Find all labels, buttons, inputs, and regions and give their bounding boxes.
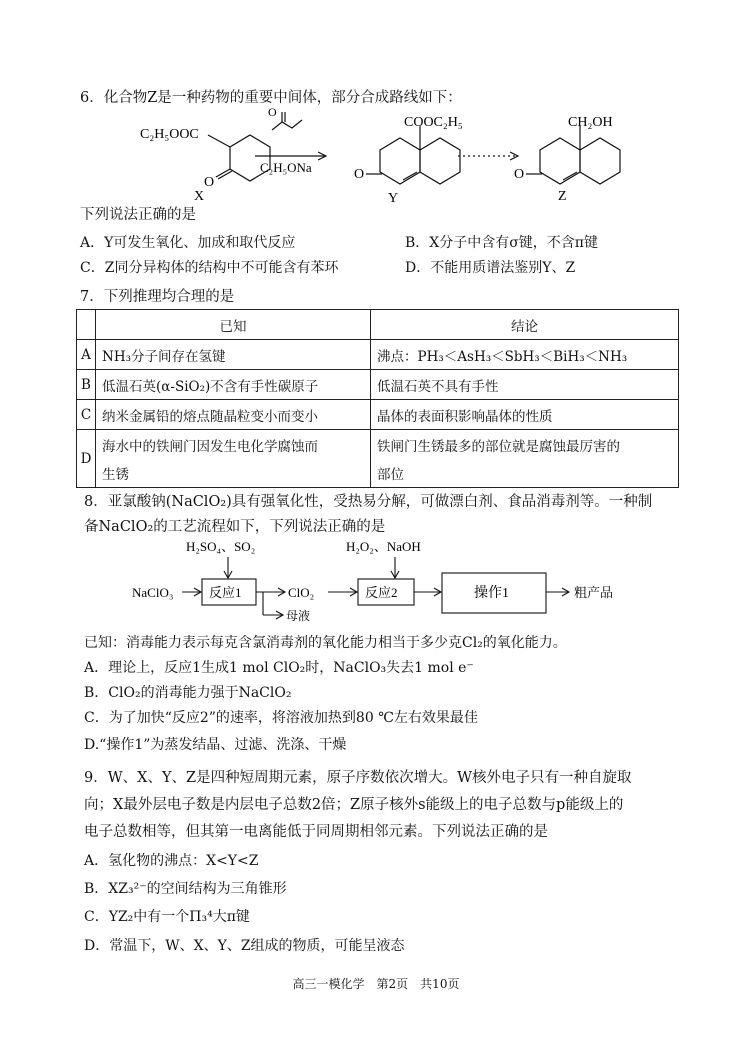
q8-option-b: B．ClO₂的消毒能力强于NaClO₂ (84, 685, 292, 701)
y-ester-group: COOC₂H₅ (404, 115, 463, 130)
q9-stem-line3: 电子总数相等，但其第一电离能低于同周期相邻元素。下列说法正确的是 (84, 824, 548, 840)
reagent-base: C₂H₅ONa (260, 160, 312, 175)
header-conclusion: 结论 (371, 310, 679, 340)
label-x: X (194, 189, 205, 204)
x-ester-group: C₂H₅OOC (140, 127, 199, 142)
flow-start: NaClO₃ (132, 585, 174, 600)
q8-option-a: A．理论上，反应1生成1 mol ClO₂时，NaClO₃失去1 mol e⁻ (84, 660, 474, 676)
cell-known: NH₃分子间存在氢键 (96, 340, 371, 370)
table-row (77, 340, 679, 370)
flow-mid: ClO₂ (288, 585, 315, 600)
q9-stem-line2: 向；X最外层电子数是内层电子总数2倍；Z原子核外s能级上的电子总数与p能级上的 (84, 797, 624, 813)
q6-synthesis-route (120, 108, 640, 208)
cell-known-line2: 生锈 (102, 466, 129, 483)
x-ketone-o: O (204, 175, 215, 190)
mvk-o: O (268, 108, 277, 119)
label-z: Z (558, 189, 567, 204)
q6-option-d: D．不能用质谱法鉴别Y、Z (405, 260, 576, 276)
q8-stem-line1: 8．亚氯酸钠(NaClO₂)具有强氧化性，受热易分解，可做漂白剂、食品消毒剂等。一种制 (84, 494, 653, 510)
q6-option-c: C．Z同分异构体的结构中不可能含有苯环 (80, 260, 339, 276)
header-known: 已知 (96, 310, 371, 340)
z-hydroxymethyl: CH₂OH (568, 115, 613, 130)
cell-conclusion: 低温石英不具有手性 (371, 370, 679, 400)
compound-y-structure (366, 126, 460, 184)
row-label: A (77, 340, 96, 370)
cell-conclusion: 晶体的表面积影响晶体的性质 (371, 400, 679, 430)
flow-box-1-label: 反应1 (209, 585, 242, 600)
q8-option-c: C．为了加快“反应2”的速率，将溶液加热到80 ℃左右效果最佳 (84, 710, 478, 726)
flow-byproduct: 母液 (286, 609, 311, 623)
cell-conclusion-line1: 铁闸门生锈最多的部位就是腐蚀最厉害的 (377, 438, 620, 455)
cell-known: 低温石英(α-SiO₂)不含有手性碳原子 (96, 370, 371, 400)
y-ketone-o: O (354, 167, 365, 182)
cell-known-line1: 海水中的铁闸门因发生电化学腐蚀而 (102, 438, 318, 455)
flow-end: 粗产品 (574, 585, 614, 600)
q7-stem: 7．下列推理均合理的是 (80, 289, 235, 305)
q9-option-c: C．YZ₂中有一个Π₃⁴大π键 (84, 909, 250, 925)
q6-stem: 6．化合物Z是一种药物的重要中间体，部分合成路线如下： (80, 90, 462, 106)
flow-reagent-2: H₂O₂、NaOH (346, 539, 421, 554)
flow-reagent-1: H₂SO₄、SO₂ (186, 539, 256, 554)
compound-z-structure (526, 126, 620, 184)
q6-option-b: B．X分子中含有σ键，不含π键 (405, 235, 599, 251)
reaction-arrow-2 (458, 152, 518, 160)
q8-flowchart (120, 535, 640, 625)
q9-option-a: A．氢化物的沸点：X<Y<Z (84, 853, 259, 869)
flow-box-3-label: 操作1 (474, 586, 509, 601)
q9-stem-line1: 9．W、X、Y、Z是四种短周期元素，原子序数依次增大。W核外电子只有一种自旋取 (84, 770, 632, 786)
table-row (77, 370, 679, 400)
page-footer: 高三一模化学 第2页 共10页 (292, 977, 460, 991)
row-label: B (77, 370, 96, 400)
label-y: Y (388, 191, 399, 206)
row-label: C (77, 400, 96, 430)
z-ketone-o: O (514, 167, 525, 182)
table-row (77, 400, 679, 430)
q9-option-d: D．常温下，W、X、Y、Z组成的物质，可能呈液态 (84, 938, 405, 954)
table-header-row (77, 310, 679, 340)
flow-box-2-label: 反应2 (365, 585, 398, 600)
cell-conclusion-line2: 部位 (377, 466, 404, 483)
cell-known (96, 430, 371, 488)
q8-option-d: D.“操作1”为蒸发结晶、过滤、洗涤、干燥 (84, 737, 347, 753)
table-corner (77, 310, 96, 340)
reaction-arrow-1 (255, 112, 326, 160)
q6-option-a: A．Y可发生氧化、加成和取代反应 (80, 235, 296, 251)
q8-stem-line2: 备NaClO₂的工艺流程如下，下列说法正确的是 (84, 519, 386, 535)
cell-known: 纳米金属铅的熔点随晶粒变小而变小 (96, 400, 371, 430)
q8-note: 已知：消毒能力表示每克含氯消毒剂的氧化能力相当于多少克Cl₂的氧化能力。 (84, 635, 567, 651)
cell-conclusion: 沸点：PH₃＜AsH₃＜SbH₃＜BiH₃＜NH₃ (371, 340, 679, 370)
q6-question: 下列说法正确的是 (80, 207, 196, 223)
cell-conclusion (371, 430, 679, 488)
table-row (77, 430, 679, 488)
q7-table (76, 309, 679, 488)
row-label: D (77, 430, 96, 488)
q9-option-b: B．XZ₃²⁻的空间结构为三角锥形 (84, 881, 287, 897)
